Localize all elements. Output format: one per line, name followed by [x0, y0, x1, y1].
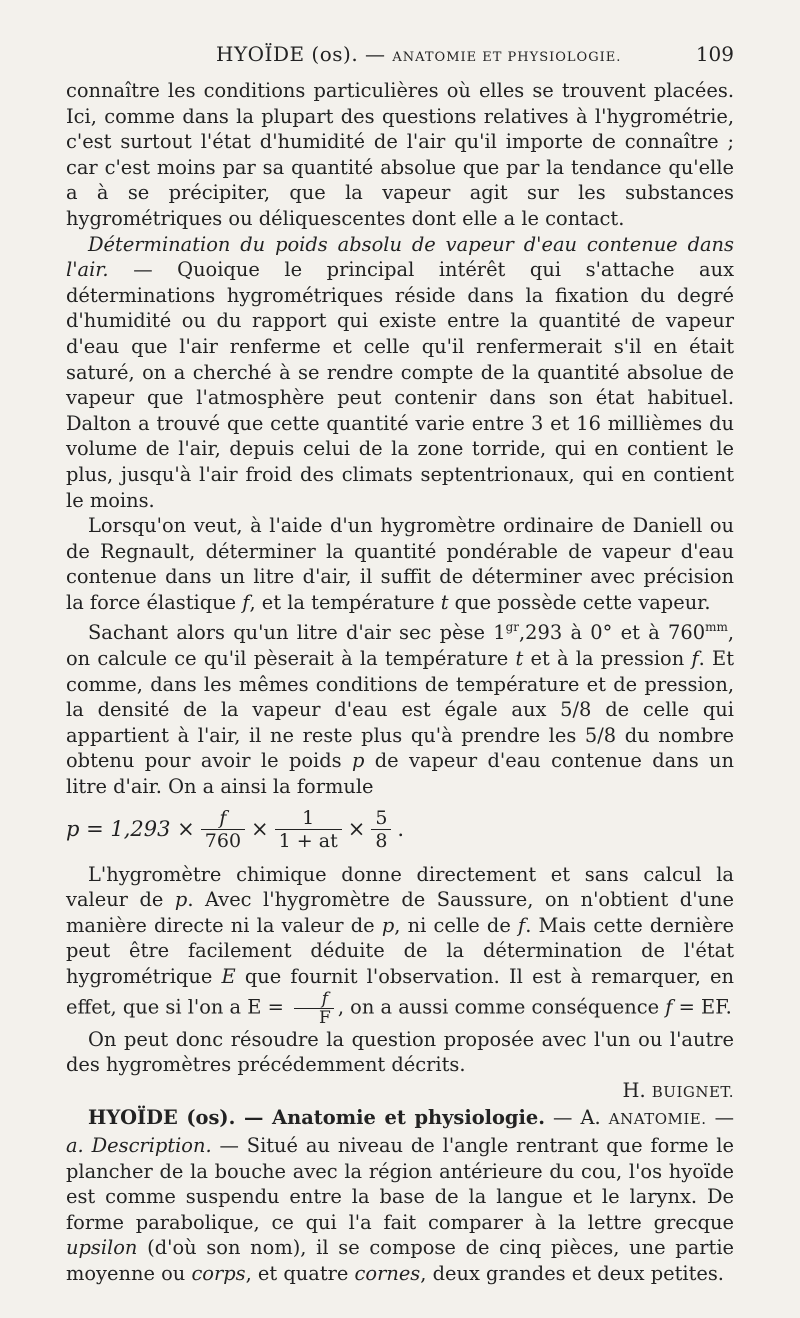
p4-text-g: de vapeur d'eau contenue dans un litre d'air. On a ainsi la formule [66, 749, 734, 799]
p4-sup-gr: gr [505, 620, 519, 635]
p3-text-b: , et la température [249, 590, 441, 614]
article-section-a-dash: — [706, 1106, 734, 1130]
formula-fraction-2-num: 1 [302, 807, 315, 830]
p3-var-t: t [440, 590, 449, 614]
running-title-main: HYOÏDE (os). [216, 42, 359, 66]
p5-inline-fraction [294, 990, 334, 1027]
paragraph-4 [66, 615, 734, 799]
signature-initial: H. [622, 1078, 652, 1102]
paragraph-5 [66, 862, 734, 1027]
formula-fraction-1-num: f [219, 807, 227, 830]
paragraph-1: connaître les conditions particulières où elles se trouvent placées. Ici, comme dans la plupart des questions relatives à l'hygrométrie, c'est surtout l'état d'humidité de l'air qu'il importe de connaître ; car c'est moins par sa quantité absolue que par la tendance qu'elle a à se précipiter, que la vapeur agit sur les substances hygrométriques ou déliquescentes dont elle a le contact. [66, 79, 734, 230]
article-subtitle: — Anatomie et physiologie. [235, 1106, 545, 1130]
article-text-2: (d'où son nom), il se compose de cinq pièces, une partie moyenne ou [66, 1236, 734, 1285]
article-title: HYOÏDE (os). [88, 1106, 236, 1130]
running-title [216, 42, 621, 66]
p5-var-f2: f [665, 995, 673, 1019]
formula-times-2: × [347, 816, 366, 841]
formula-lhs: p = 1,293 × [66, 816, 195, 841]
formula-fraction-3-num: 5 [375, 807, 388, 830]
running-title-dash: — [358, 42, 393, 66]
p5-text-e: que fournit l'observation. Il est à remarquer, en effet, que si l'on a E = [66, 965, 735, 1019]
article-word-upsilon: upsilon [66, 1236, 138, 1260]
formula-end: . [397, 816, 405, 841]
p3-text-c: que possède cette vapeur. [448, 590, 711, 614]
author-signature [66, 1078, 734, 1106]
p3-text-a: Lorsqu'on veut, à l'aide d'un hygromètre ordinaire de Daniell ou de Regnault, déterminer la quantité pondérable de vapeur d'eau contenue dans un litre d'air, il suffit de déterminer avec précision la force élastique [66, 514, 734, 614]
p4-text-d: et à la pression [523, 647, 692, 671]
formula-fraction-1 [201, 807, 245, 852]
article-hyoide [66, 1105, 734, 1286]
formula-fraction-2 [275, 807, 342, 852]
p5-text-a: L'hygromètre chimique donne directement et sans calcul la valeur de [66, 862, 734, 912]
p4-text-a: Sachant alors qu'un litre d'air sec pèse 1 [88, 621, 506, 645]
formula-fraction-1-den: 760 [201, 829, 245, 852]
article-word-cornes: cornes [354, 1261, 421, 1285]
p3-var-f: f [242, 590, 250, 614]
formula-fraction-2-den: 1 + at [275, 829, 342, 852]
article-subsection-description: a. Description. [66, 1133, 212, 1157]
signature-name: BUIGNET. [651, 1082, 734, 1101]
formula [66, 802, 734, 858]
p5-fraction-den: F [294, 1008, 334, 1027]
running-header [66, 42, 734, 72]
p4-text-c: , on calcule ce qu'il pèserait à la température [66, 621, 734, 671]
p4-text-e: . Et comme, dans les mêmes conditions de température et de pression, la densité de la vapeur d'eau est égale aux 5/8 de celle qui appartient à l'air, il ne reste plus qu'à prendre les 5/8 du nombre obtenu pour avoir le poids [66, 647, 734, 773]
p4-sup-mm: mm [705, 620, 728, 635]
article-text-3: , et quatre [245, 1261, 355, 1285]
section-heading-determination: Détermination du poids absolu de vapeur d'eau contenue dans l'air. [66, 232, 734, 282]
p5-text-b: . Avec l'hygromètre de Saussure, on n'obtient d'une manière directe ni la valeur de [66, 888, 734, 937]
p5-var-E: E [221, 965, 236, 988]
p4-var-p: p [351, 749, 365, 773]
article-section-a-label: ANATOMIE. [608, 1110, 707, 1129]
paragraph-6: On peut donc résoudre la question proposée avec l'un ou l'autre des hygromètres précédemment décrits. [66, 1027, 734, 1077]
paragraph-2 [66, 232, 734, 514]
p4-var-t: t [515, 647, 524, 671]
article-text-4: , deux grandes et deux petites. [420, 1261, 724, 1285]
article-word-corps: corps [191, 1261, 246, 1285]
page-number: 109 [695, 42, 734, 66]
paragraph-3 [66, 513, 734, 615]
p5-text-h: = EF. [672, 995, 732, 1019]
p5-fraction-num: f [321, 988, 329, 1009]
formula-times-1: × [251, 816, 269, 841]
running-title-sub: ANATOMIE ET PHYSIOLOGIE. [392, 50, 622, 65]
article-section-a-prefix: — A. [544, 1106, 609, 1130]
page-body [66, 78, 734, 1287]
p4-var-f: f [691, 647, 699, 671]
p4-text-b: ,293 à 0° et à 760 [519, 621, 706, 645]
p5-text-g: , on a aussi comme conséquence [337, 995, 666, 1019]
p5-text-d: . Mais cette dernière peut être facilement déduite de la détermination de l'état hygrométrique [66, 913, 734, 988]
p5-var-p1: p [174, 888, 188, 912]
p5-var-f: f [518, 913, 526, 937]
article-text-1: — Situé au niveau de l'angle rentrant que forme le plancher de la bouche avec la région antérieure du cou, l'os hyoïde est comme suspendu entre la base de la langue et le larynx. De forme parabolique, ce qui l'a fait comparer à la lettre grecque [66, 1133, 734, 1234]
p5-var-p2: p [381, 913, 395, 937]
formula-fraction-3 [371, 807, 391, 852]
paragraph-2-text: — Quoique le principal intérêt qui s'attache aux déterminations hygrométriques réside dans la fixation du degré d'humidité ou du rapport qui existe entre la quantité de vapeur d'eau que l'air renferme et celle qu'il renfermerait s'il en était saturé, on a cherché à se rendre compte de la quantité absolue de vapeur que l'atmosphère peut contenir dans son état habituel. Dalton a trouvé que cette quantité varie entre 3 et 16 millièmes du volume de l'air, depuis celui de la zone torride, qui en contient le plus, jusqu'à l'air froid des climats septentrionaux, qui en contient le moins. [66, 258, 734, 512]
p5-text-c: , ni celle de [394, 913, 518, 937]
formula-fraction-3-den: 8 [371, 829, 391, 852]
